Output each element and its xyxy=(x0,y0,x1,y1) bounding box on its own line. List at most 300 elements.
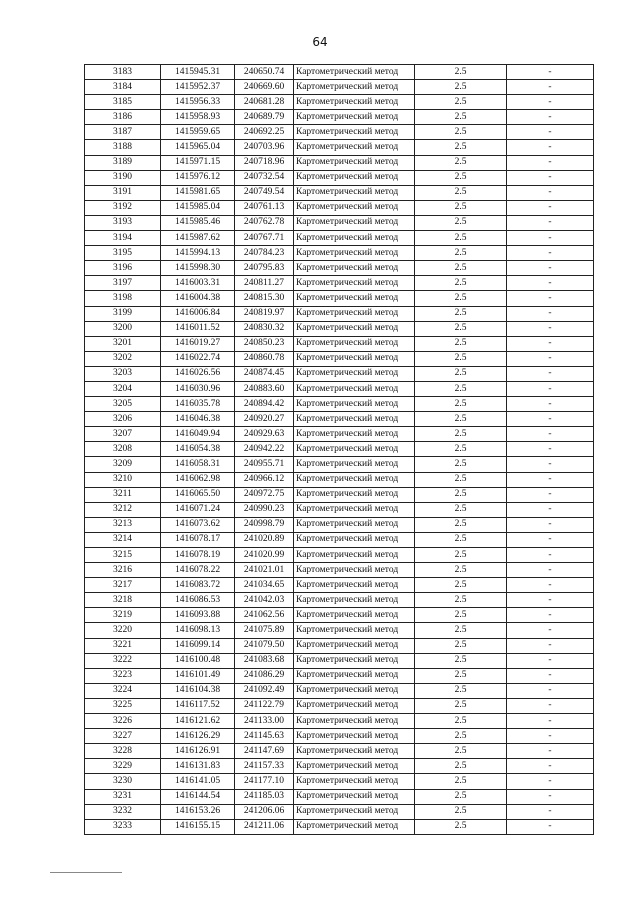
y-coordinate-cell: 240819.97 xyxy=(235,306,294,321)
table-row xyxy=(85,623,594,638)
description-cell: - xyxy=(507,321,594,336)
description-cell: - xyxy=(507,427,594,442)
description-cell: - xyxy=(507,548,594,563)
y-coordinate-cell: 240966.12 xyxy=(235,472,294,487)
method-cell: Картометрический метод xyxy=(294,774,415,789)
y-coordinate-cell: 240669.60 xyxy=(235,80,294,95)
point-number-cell: 3219 xyxy=(85,608,161,623)
description-cell: - xyxy=(507,125,594,140)
description-cell: - xyxy=(507,819,594,834)
point-number-cell: 3194 xyxy=(85,231,161,246)
x-coordinate-cell: 1416058.31 xyxy=(161,457,235,472)
point-number-cell: 3189 xyxy=(85,155,161,170)
precision-cell: 2.5 xyxy=(415,729,507,744)
x-coordinate-cell: 1416078.17 xyxy=(161,532,235,547)
x-coordinate-cell: 1416071.24 xyxy=(161,502,235,517)
method-cell: Картометрический метод xyxy=(294,804,415,819)
description-cell: - xyxy=(507,215,594,230)
precision-cell: 2.5 xyxy=(415,215,507,230)
description-cell: - xyxy=(507,95,594,110)
table-row xyxy=(85,261,594,276)
precision-cell: 2.5 xyxy=(415,65,507,80)
method-cell: Картометрический метод xyxy=(294,65,415,80)
method-cell: Картометрический метод xyxy=(294,548,415,563)
y-coordinate-cell: 240990.23 xyxy=(235,502,294,517)
precision-cell: 2.5 xyxy=(415,593,507,608)
point-number-cell: 3220 xyxy=(85,623,161,638)
method-cell: Картометрический метод xyxy=(294,215,415,230)
table-row xyxy=(85,80,594,95)
method-cell: Картометрический метод xyxy=(294,170,415,185)
y-coordinate-cell: 241042.03 xyxy=(235,593,294,608)
point-number-cell: 3232 xyxy=(85,804,161,819)
table-row xyxy=(85,381,594,396)
x-coordinate-cell: 1416101.49 xyxy=(161,668,235,683)
point-number-cell: 3184 xyxy=(85,80,161,95)
method-cell: Картометрический метод xyxy=(294,306,415,321)
x-coordinate-cell: 1416141.05 xyxy=(161,774,235,789)
table-row xyxy=(85,442,594,457)
table-row xyxy=(85,276,594,291)
table-row xyxy=(85,427,594,442)
description-cell: - xyxy=(507,593,594,608)
x-coordinate-cell: 1416153.26 xyxy=(161,804,235,819)
description-cell: - xyxy=(507,729,594,744)
x-coordinate-cell: 1416117.52 xyxy=(161,698,235,713)
method-cell: Картометрический метод xyxy=(294,623,415,638)
point-number-cell: 3207 xyxy=(85,427,161,442)
precision-cell: 2.5 xyxy=(415,381,507,396)
y-coordinate-cell: 240650.74 xyxy=(235,65,294,80)
description-cell: - xyxy=(507,744,594,759)
x-coordinate-cell: 1415956.33 xyxy=(161,95,235,110)
y-coordinate-cell: 241020.89 xyxy=(235,532,294,547)
method-cell: Картометрический метод xyxy=(294,80,415,95)
x-coordinate-cell: 1416065.50 xyxy=(161,487,235,502)
x-coordinate-cell: 1416093.88 xyxy=(161,608,235,623)
table-row xyxy=(85,804,594,819)
precision-cell: 2.5 xyxy=(415,683,507,698)
method-cell: Картометрический метод xyxy=(294,442,415,457)
table-row xyxy=(85,366,594,381)
method-cell: Картометрический метод xyxy=(294,246,415,261)
table-row xyxy=(85,653,594,668)
precision-cell: 2.5 xyxy=(415,819,507,834)
description-cell: - xyxy=(507,261,594,276)
description-cell: - xyxy=(507,276,594,291)
description-cell: - xyxy=(507,442,594,457)
precision-cell: 2.5 xyxy=(415,397,507,412)
y-coordinate-cell: 241083.68 xyxy=(235,653,294,668)
y-coordinate-cell: 241079.50 xyxy=(235,638,294,653)
description-cell: - xyxy=(507,487,594,502)
point-number-cell: 3218 xyxy=(85,593,161,608)
description-cell: - xyxy=(507,246,594,261)
method-cell: Картометрический метод xyxy=(294,472,415,487)
method-cell: Картометрический метод xyxy=(294,759,415,774)
table-row xyxy=(85,698,594,713)
precision-cell: 2.5 xyxy=(415,608,507,623)
x-coordinate-cell: 1415994.13 xyxy=(161,246,235,261)
y-coordinate-cell: 241206.06 xyxy=(235,804,294,819)
x-coordinate-cell: 1415971.15 xyxy=(161,155,235,170)
description-cell: - xyxy=(507,110,594,125)
x-coordinate-cell: 1415952.37 xyxy=(161,80,235,95)
point-number-cell: 3199 xyxy=(85,306,161,321)
point-number-cell: 3214 xyxy=(85,532,161,547)
table-row xyxy=(85,683,594,698)
page-number: 64 xyxy=(312,35,328,49)
method-cell: Картометрический метод xyxy=(294,819,415,834)
description-cell: - xyxy=(507,231,594,246)
coordinates-table xyxy=(84,64,594,835)
description-cell: - xyxy=(507,517,594,532)
description-cell: - xyxy=(507,366,594,381)
point-number-cell: 3201 xyxy=(85,336,161,351)
precision-cell: 2.5 xyxy=(415,487,507,502)
description-cell: - xyxy=(507,170,594,185)
x-coordinate-cell: 1416006.84 xyxy=(161,306,235,321)
precision-cell: 2.5 xyxy=(415,714,507,729)
table-row xyxy=(85,155,594,170)
precision-cell: 2.5 xyxy=(415,276,507,291)
x-coordinate-cell: 1415958.93 xyxy=(161,110,235,125)
point-number-cell: 3224 xyxy=(85,683,161,698)
description-cell: - xyxy=(507,457,594,472)
precision-cell: 2.5 xyxy=(415,804,507,819)
precision-cell: 2.5 xyxy=(415,532,507,547)
point-number-cell: 3202 xyxy=(85,351,161,366)
point-number-cell: 3226 xyxy=(85,714,161,729)
precision-cell: 2.5 xyxy=(415,427,507,442)
method-cell: Картометрический метод xyxy=(294,638,415,653)
table-row xyxy=(85,608,594,623)
description-cell: - xyxy=(507,578,594,593)
x-coordinate-cell: 1416049.94 xyxy=(161,427,235,442)
description-cell: - xyxy=(507,381,594,396)
x-coordinate-cell: 1416104.38 xyxy=(161,683,235,698)
point-number-cell: 3203 xyxy=(85,366,161,381)
precision-cell: 2.5 xyxy=(415,698,507,713)
point-number-cell: 3195 xyxy=(85,246,161,261)
method-cell: Картометрический метод xyxy=(294,789,415,804)
table-row xyxy=(85,321,594,336)
x-coordinate-cell: 1416054.38 xyxy=(161,442,235,457)
coordinates-table-body xyxy=(85,65,594,835)
x-coordinate-cell: 1416086.53 xyxy=(161,593,235,608)
description-cell: - xyxy=(507,336,594,351)
table-row xyxy=(85,819,594,834)
table-row xyxy=(85,472,594,487)
description-cell: - xyxy=(507,774,594,789)
precision-cell: 2.5 xyxy=(415,110,507,125)
x-coordinate-cell: 1416073.62 xyxy=(161,517,235,532)
x-coordinate-cell: 1416126.29 xyxy=(161,729,235,744)
precision-cell: 2.5 xyxy=(415,321,507,336)
method-cell: Картометрический метод xyxy=(294,668,415,683)
method-cell: Картометрический метод xyxy=(294,714,415,729)
point-number-cell: 3186 xyxy=(85,110,161,125)
description-cell: - xyxy=(507,140,594,155)
y-coordinate-cell: 240874.45 xyxy=(235,366,294,381)
table-row xyxy=(85,95,594,110)
x-coordinate-cell: 1415965.04 xyxy=(161,140,235,155)
method-cell: Картометрический метод xyxy=(294,140,415,155)
method-cell: Картометрический метод xyxy=(294,397,415,412)
point-number-cell: 3212 xyxy=(85,502,161,517)
x-coordinate-cell: 1416126.91 xyxy=(161,744,235,759)
method-cell: Картометрический метод xyxy=(294,729,415,744)
precision-cell: 2.5 xyxy=(415,412,507,427)
precision-cell: 2.5 xyxy=(415,246,507,261)
y-coordinate-cell: 241075.89 xyxy=(235,623,294,638)
y-coordinate-cell: 241021.01 xyxy=(235,563,294,578)
table-row xyxy=(85,170,594,185)
description-cell: - xyxy=(507,683,594,698)
description-cell: - xyxy=(507,80,594,95)
table-row xyxy=(85,412,594,427)
y-coordinate-cell: 240718.96 xyxy=(235,155,294,170)
point-number-cell: 3209 xyxy=(85,457,161,472)
x-coordinate-cell: 1415981.65 xyxy=(161,185,235,200)
y-coordinate-cell: 240894.42 xyxy=(235,397,294,412)
precision-cell: 2.5 xyxy=(415,95,507,110)
method-cell: Картометрический метод xyxy=(294,698,415,713)
description-cell: - xyxy=(507,291,594,306)
precision-cell: 2.5 xyxy=(415,744,507,759)
x-coordinate-cell: 1416144.54 xyxy=(161,789,235,804)
point-number-cell: 3227 xyxy=(85,729,161,744)
y-coordinate-cell: 241020.99 xyxy=(235,548,294,563)
point-number-cell: 3211 xyxy=(85,487,161,502)
y-coordinate-cell: 240920.27 xyxy=(235,412,294,427)
table-row xyxy=(85,714,594,729)
x-coordinate-cell: 1416011.52 xyxy=(161,321,235,336)
method-cell: Картометрический метод xyxy=(294,336,415,351)
y-coordinate-cell: 241185.03 xyxy=(235,789,294,804)
y-coordinate-cell: 241147.69 xyxy=(235,744,294,759)
table-row xyxy=(85,548,594,563)
precision-cell: 2.5 xyxy=(415,563,507,578)
point-number-cell: 3188 xyxy=(85,140,161,155)
method-cell: Картометрический метод xyxy=(294,608,415,623)
precision-cell: 2.5 xyxy=(415,502,507,517)
precision-cell: 2.5 xyxy=(415,623,507,638)
precision-cell: 2.5 xyxy=(415,306,507,321)
x-coordinate-cell: 1416030.96 xyxy=(161,381,235,396)
y-coordinate-cell: 240795.83 xyxy=(235,261,294,276)
precision-cell: 2.5 xyxy=(415,653,507,668)
y-coordinate-cell: 240732.54 xyxy=(235,170,294,185)
precision-cell: 2.5 xyxy=(415,185,507,200)
precision-cell: 2.5 xyxy=(415,351,507,366)
method-cell: Картометрический метод xyxy=(294,351,415,366)
method-cell: Картометрический метод xyxy=(294,578,415,593)
method-cell: Картометрический метод xyxy=(294,381,415,396)
y-coordinate-cell: 240972.75 xyxy=(235,487,294,502)
precision-cell: 2.5 xyxy=(415,789,507,804)
point-number-cell: 3221 xyxy=(85,638,161,653)
footer-rule xyxy=(50,872,122,873)
point-number-cell: 3205 xyxy=(85,397,161,412)
precision-cell: 2.5 xyxy=(415,457,507,472)
y-coordinate-cell: 241092.49 xyxy=(235,683,294,698)
method-cell: Картометрический метод xyxy=(294,261,415,276)
point-number-cell: 3190 xyxy=(85,170,161,185)
x-coordinate-cell: 1416083.72 xyxy=(161,578,235,593)
precision-cell: 2.5 xyxy=(415,291,507,306)
y-coordinate-cell: 240942.22 xyxy=(235,442,294,457)
description-cell: - xyxy=(507,412,594,427)
y-coordinate-cell: 240689.79 xyxy=(235,110,294,125)
method-cell: Картометрический метод xyxy=(294,231,415,246)
method-cell: Картометрический метод xyxy=(294,95,415,110)
x-coordinate-cell: 1416078.22 xyxy=(161,563,235,578)
x-coordinate-cell: 1416046.38 xyxy=(161,412,235,427)
point-number-cell: 3233 xyxy=(85,819,161,834)
precision-cell: 2.5 xyxy=(415,231,507,246)
precision-cell: 2.5 xyxy=(415,548,507,563)
precision-cell: 2.5 xyxy=(415,155,507,170)
description-cell: - xyxy=(507,563,594,578)
x-coordinate-cell: 1416155.15 xyxy=(161,819,235,834)
method-cell: Картометрический метод xyxy=(294,683,415,698)
method-cell: Картометрический метод xyxy=(294,110,415,125)
table-row xyxy=(85,246,594,261)
point-number-cell: 3229 xyxy=(85,759,161,774)
point-number-cell: 3197 xyxy=(85,276,161,291)
y-coordinate-cell: 241211.06 xyxy=(235,819,294,834)
x-coordinate-cell: 1416121.62 xyxy=(161,714,235,729)
precision-cell: 2.5 xyxy=(415,578,507,593)
method-cell: Картометрический метод xyxy=(294,366,415,381)
y-coordinate-cell: 241177.10 xyxy=(235,774,294,789)
y-coordinate-cell: 240850.23 xyxy=(235,336,294,351)
x-coordinate-cell: 1415959.65 xyxy=(161,125,235,140)
point-number-cell: 3223 xyxy=(85,668,161,683)
table-row xyxy=(85,231,594,246)
y-coordinate-cell: 241086.29 xyxy=(235,668,294,683)
x-coordinate-cell: 1416004.38 xyxy=(161,291,235,306)
table-row xyxy=(85,291,594,306)
x-coordinate-cell: 1415976.12 xyxy=(161,170,235,185)
method-cell: Картометрический метод xyxy=(294,593,415,608)
y-coordinate-cell: 240955.71 xyxy=(235,457,294,472)
y-coordinate-cell: 241133.00 xyxy=(235,714,294,729)
x-coordinate-cell: 1415998.30 xyxy=(161,261,235,276)
table-row xyxy=(85,65,594,80)
method-cell: Картометрический метод xyxy=(294,457,415,472)
method-cell: Картометрический метод xyxy=(294,563,415,578)
point-number-cell: 3198 xyxy=(85,291,161,306)
description-cell: - xyxy=(507,351,594,366)
description-cell: - xyxy=(507,804,594,819)
y-coordinate-cell: 240860.78 xyxy=(235,351,294,366)
description-cell: - xyxy=(507,638,594,653)
x-coordinate-cell: 1416099.14 xyxy=(161,638,235,653)
table-row xyxy=(85,457,594,472)
y-coordinate-cell: 241122.79 xyxy=(235,698,294,713)
description-cell: - xyxy=(507,714,594,729)
x-coordinate-cell: 1415985.46 xyxy=(161,215,235,230)
method-cell: Картометрический метод xyxy=(294,427,415,442)
x-coordinate-cell: 1416098.13 xyxy=(161,623,235,638)
point-number-cell: 3200 xyxy=(85,321,161,336)
method-cell: Картометрический метод xyxy=(294,185,415,200)
y-coordinate-cell: 240998.79 xyxy=(235,517,294,532)
y-coordinate-cell: 241034.65 xyxy=(235,578,294,593)
method-cell: Картометрический метод xyxy=(294,200,415,215)
precision-cell: 2.5 xyxy=(415,125,507,140)
point-number-cell: 3192 xyxy=(85,200,161,215)
x-coordinate-cell: 1416035.78 xyxy=(161,397,235,412)
table-row xyxy=(85,397,594,412)
y-coordinate-cell: 241062.56 xyxy=(235,608,294,623)
precision-cell: 2.5 xyxy=(415,140,507,155)
method-cell: Картометрический метод xyxy=(294,125,415,140)
point-number-cell: 3191 xyxy=(85,185,161,200)
x-coordinate-cell: 1415985.04 xyxy=(161,200,235,215)
precision-cell: 2.5 xyxy=(415,261,507,276)
y-coordinate-cell: 240830.32 xyxy=(235,321,294,336)
y-coordinate-cell: 240681.28 xyxy=(235,95,294,110)
table-row xyxy=(85,593,594,608)
table-row xyxy=(85,668,594,683)
table-row xyxy=(85,729,594,744)
point-number-cell: 3215 xyxy=(85,548,161,563)
table-row xyxy=(85,487,594,502)
table-row xyxy=(85,774,594,789)
table-row xyxy=(85,215,594,230)
method-cell: Картометрический метод xyxy=(294,653,415,668)
point-number-cell: 3196 xyxy=(85,261,161,276)
y-coordinate-cell: 240692.25 xyxy=(235,125,294,140)
point-number-cell: 3213 xyxy=(85,517,161,532)
table-row xyxy=(85,744,594,759)
x-coordinate-cell: 1415987.62 xyxy=(161,231,235,246)
table-row xyxy=(85,140,594,155)
y-coordinate-cell: 240749.54 xyxy=(235,185,294,200)
method-cell: Картометрический метод xyxy=(294,744,415,759)
precision-cell: 2.5 xyxy=(415,774,507,789)
x-coordinate-cell: 1416026.56 xyxy=(161,366,235,381)
description-cell: - xyxy=(507,200,594,215)
method-cell: Картометрический метод xyxy=(294,291,415,306)
method-cell: Картометрический метод xyxy=(294,412,415,427)
y-coordinate-cell: 241145.63 xyxy=(235,729,294,744)
point-number-cell: 3222 xyxy=(85,653,161,668)
description-cell: - xyxy=(507,608,594,623)
point-number-cell: 3206 xyxy=(85,412,161,427)
table-row xyxy=(85,125,594,140)
description-cell: - xyxy=(507,502,594,517)
table-row xyxy=(85,759,594,774)
point-number-cell: 3193 xyxy=(85,215,161,230)
precision-cell: 2.5 xyxy=(415,517,507,532)
y-coordinate-cell: 240767.71 xyxy=(235,231,294,246)
y-coordinate-cell: 240761.13 xyxy=(235,200,294,215)
point-number-cell: 3210 xyxy=(85,472,161,487)
description-cell: - xyxy=(507,668,594,683)
table-row xyxy=(85,351,594,366)
y-coordinate-cell: 240883.60 xyxy=(235,381,294,396)
point-number-cell: 3185 xyxy=(85,95,161,110)
point-number-cell: 3217 xyxy=(85,578,161,593)
precision-cell: 2.5 xyxy=(415,638,507,653)
precision-cell: 2.5 xyxy=(415,200,507,215)
precision-cell: 2.5 xyxy=(415,80,507,95)
method-cell: Картометрический метод xyxy=(294,487,415,502)
